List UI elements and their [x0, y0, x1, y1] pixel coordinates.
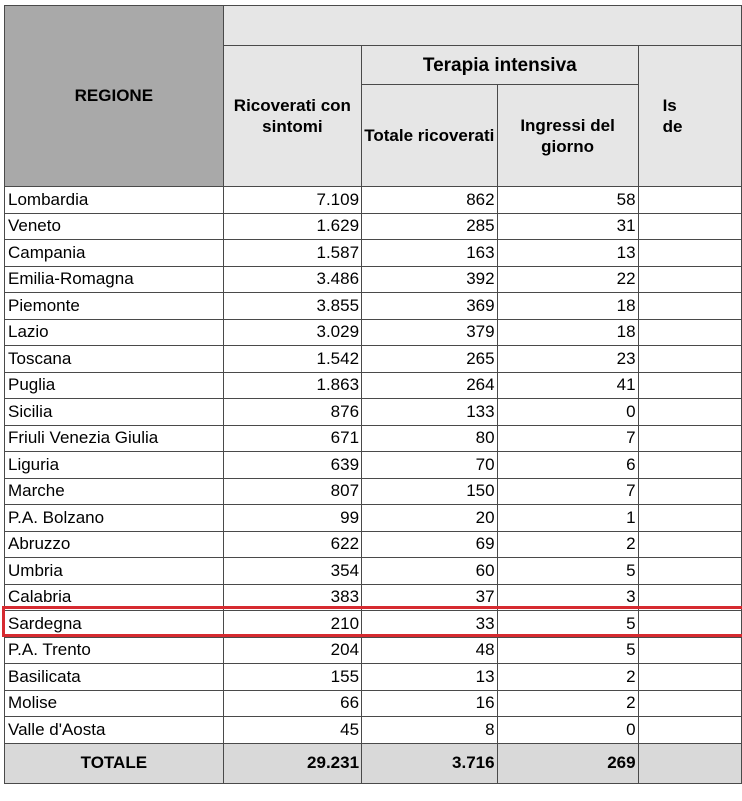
- header-intensive-care: Terapia intensiva: [362, 46, 639, 85]
- ic-total-cell: 69: [362, 531, 498, 558]
- table-row: [5, 399, 742, 426]
- symptoms-cell: 3.029: [223, 319, 361, 346]
- table-row: [5, 637, 742, 664]
- ic-new-cell: 1: [497, 505, 638, 532]
- table-row: [5, 213, 742, 240]
- ic-total-cell: 8: [362, 717, 498, 744]
- isolation-cut-cell: [638, 611, 741, 638]
- symptoms-cell: 1.629: [223, 213, 361, 240]
- table-row: [5, 266, 742, 293]
- isolation-cut-cell: [638, 399, 741, 426]
- table-row: [5, 372, 742, 399]
- isolation-cut-cell: [638, 240, 741, 267]
- table-row: [5, 505, 742, 532]
- ic-total-cell: 392: [362, 266, 498, 293]
- ic-new-cell: 58: [497, 187, 638, 214]
- region-cell: Umbria: [5, 558, 224, 585]
- ic-new-cell: 22: [497, 266, 638, 293]
- ic-new-cell: 5: [497, 637, 638, 664]
- ic-total-cell: 379: [362, 319, 498, 346]
- region-cell: Veneto: [5, 213, 224, 240]
- ic-new-cell: 3: [497, 584, 638, 611]
- isolation-cut-cell: [638, 293, 741, 320]
- region-cell: Marche: [5, 478, 224, 505]
- ic-new-cell: 7: [497, 425, 638, 452]
- ic-new-cell: 18: [497, 319, 638, 346]
- header-top-band: [223, 6, 741, 46]
- isolation-cut-cell: [638, 319, 741, 346]
- symptoms-cell: 66: [223, 690, 361, 717]
- region-cell: Campania: [5, 240, 224, 267]
- header-ic-total: Totale ricoverati: [362, 85, 498, 187]
- isolation-cut-cell: [638, 664, 741, 691]
- table-row: [5, 558, 742, 585]
- region-cell: Basilicata: [5, 664, 224, 691]
- ic-total-cell: 70: [362, 452, 498, 479]
- ic-total-cell: 60: [362, 558, 498, 585]
- ic-new-cell: 7: [497, 478, 638, 505]
- ic-total-cell: 862: [362, 187, 498, 214]
- ic-total-cell: 48: [362, 637, 498, 664]
- total-row: [5, 743, 742, 783]
- region-cell: Emilia-Romagna: [5, 266, 224, 293]
- region-cell: P.A. Bolzano: [5, 505, 224, 532]
- table-row: [5, 664, 742, 691]
- isolation-cut-cell: [638, 425, 741, 452]
- symptoms-cell: 622: [223, 531, 361, 558]
- symptoms-cell: 99: [223, 505, 361, 532]
- region-cell: Lombardia: [5, 187, 224, 214]
- region-cell: Molise: [5, 690, 224, 717]
- ic-new-cell: 2: [497, 690, 638, 717]
- table-row: [5, 187, 742, 214]
- ic-new-cell: 0: [497, 399, 638, 426]
- isolation-cut-cell: [638, 558, 741, 585]
- table-row: [5, 717, 742, 744]
- header-hospitalized-symptoms: Ricoverati con sintomi: [223, 46, 361, 187]
- isolation-cut-cell: [638, 690, 741, 717]
- isolation-cut-cell: [638, 531, 741, 558]
- symptoms-cell: 45: [223, 717, 361, 744]
- header-ic-new: Ingressi del giorno: [497, 85, 638, 187]
- ic-total-cell: 33: [362, 611, 498, 638]
- total-symptoms: 29.231: [223, 743, 361, 783]
- table-row: [5, 240, 742, 267]
- ic-total-cell: 20: [362, 505, 498, 532]
- isolation-cut-cell: [638, 584, 741, 611]
- region-cell: Valle d'Aosta: [5, 717, 224, 744]
- total-ic-total: 3.716: [362, 743, 498, 783]
- region-cell: P.A. Trento: [5, 637, 224, 664]
- covid-region-table: [4, 5, 742, 784]
- ic-new-cell: 6: [497, 452, 638, 479]
- isolation-cut-cell: [638, 266, 741, 293]
- ic-total-cell: 369: [362, 293, 498, 320]
- symptoms-cell: 1.587: [223, 240, 361, 267]
- table-row: [5, 293, 742, 320]
- ic-new-cell: 41: [497, 372, 638, 399]
- table-row: [5, 346, 742, 373]
- table-row: [5, 425, 742, 452]
- ic-new-cell: 31: [497, 213, 638, 240]
- total-label: TOTALE: [5, 743, 224, 783]
- region-cell: Piemonte: [5, 293, 224, 320]
- table-body: [5, 187, 742, 744]
- isolation-cut-cell: [638, 346, 741, 373]
- region-cell: Friuli Venezia Giulia: [5, 425, 224, 452]
- total-cut-cell: [638, 743, 741, 783]
- ic-total-cell: 37: [362, 584, 498, 611]
- header-isolation-cut: [638, 46, 741, 187]
- ic-total-cell: 285: [362, 213, 498, 240]
- total-ic-new: 269: [497, 743, 638, 783]
- region-cell: Sardegna: [5, 611, 224, 638]
- ic-total-cell: 16: [362, 690, 498, 717]
- ic-total-cell: 133: [362, 399, 498, 426]
- isolation-cut-cell: [638, 213, 741, 240]
- table-row: [5, 584, 742, 611]
- symptoms-cell: 204: [223, 637, 361, 664]
- ic-total-cell: 265: [362, 346, 498, 373]
- ic-new-cell: 2: [497, 531, 638, 558]
- symptoms-cell: 155: [223, 664, 361, 691]
- isolation-cut-cell: [638, 637, 741, 664]
- symptoms-cell: 876: [223, 399, 361, 426]
- ic-total-cell: 150: [362, 478, 498, 505]
- region-cell: Puglia: [5, 372, 224, 399]
- isolation-cut-cell: [638, 372, 741, 399]
- ic-new-cell: 13: [497, 240, 638, 267]
- symptoms-cell: 671: [223, 425, 361, 452]
- symptoms-cell: 1.542: [223, 346, 361, 373]
- symptoms-cell: 3.855: [223, 293, 361, 320]
- table-row: [5, 611, 742, 638]
- table-row: [5, 452, 742, 479]
- isolation-cut-cell: [638, 478, 741, 505]
- ic-new-cell: 18: [497, 293, 638, 320]
- ic-new-cell: 23: [497, 346, 638, 373]
- symptoms-cell: 3.486: [223, 266, 361, 293]
- ic-new-cell: 5: [497, 611, 638, 638]
- symptoms-cell: 383: [223, 584, 361, 611]
- isolation-cut-cell: [638, 717, 741, 744]
- isolation-cut-cell: [638, 187, 741, 214]
- region-cell: Calabria: [5, 584, 224, 611]
- ic-total-cell: 163: [362, 240, 498, 267]
- region-cell: Toscana: [5, 346, 224, 373]
- ic-total-cell: 264: [362, 372, 498, 399]
- table-row: [5, 319, 742, 346]
- ic-new-cell: 5: [497, 558, 638, 585]
- symptoms-cell: 807: [223, 478, 361, 505]
- header-region: REGIONE: [5, 6, 224, 187]
- ic-total-cell: 80: [362, 425, 498, 452]
- region-cell: Liguria: [5, 452, 224, 479]
- ic-new-cell: 2: [497, 664, 638, 691]
- ic-total-cell: 13: [362, 664, 498, 691]
- region-cell: Lazio: [5, 319, 224, 346]
- table-row: [5, 478, 742, 505]
- region-cell: Abruzzo: [5, 531, 224, 558]
- symptoms-cell: 7.109: [223, 187, 361, 214]
- isolation-cut-cell: [638, 505, 741, 532]
- table-row: [5, 690, 742, 717]
- symptoms-cell: 210: [223, 611, 361, 638]
- ic-new-cell: 0: [497, 717, 638, 744]
- isolation-cut-cell: [638, 452, 741, 479]
- header-isolation-text: Is de: [662, 96, 683, 136]
- table-row: [5, 531, 742, 558]
- region-cell: Sicilia: [5, 399, 224, 426]
- symptoms-cell: 1.863: [223, 372, 361, 399]
- symptoms-cell: 639: [223, 452, 361, 479]
- symptoms-cell: 354: [223, 558, 361, 585]
